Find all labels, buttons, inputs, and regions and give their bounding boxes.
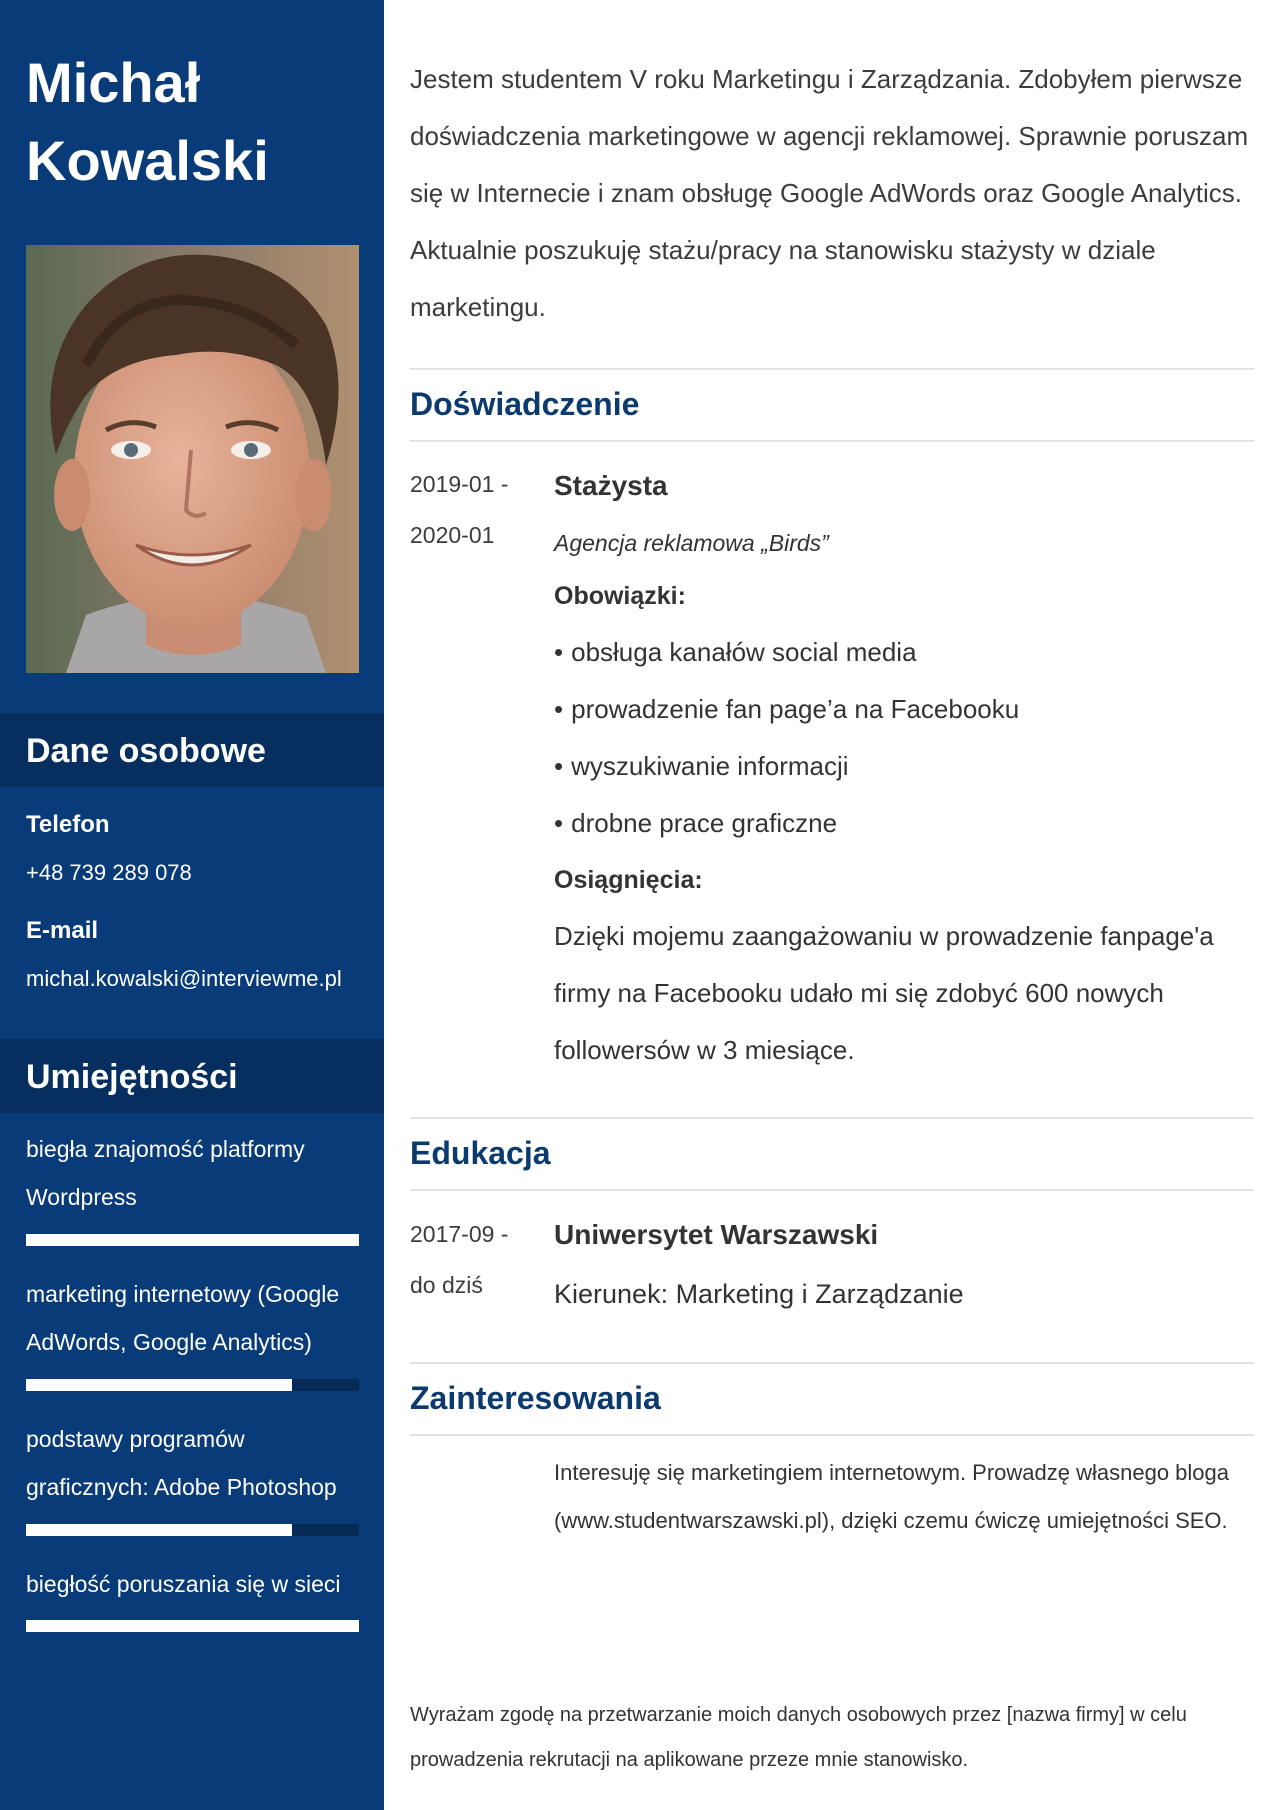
skill-bar bbox=[26, 1524, 359, 1536]
skill-label: marketing internetowy (Google AdWords, Google Analytics) bbox=[26, 1281, 340, 1355]
phone-label: Telefon bbox=[26, 811, 110, 838]
education-date-end: do dziś bbox=[410, 1272, 483, 1298]
field-of-study: Kierunek: Marketing i Zarządzanie bbox=[554, 1279, 964, 1309]
school-name: Uniwersytet Warszawski bbox=[554, 1219, 879, 1250]
skill-bar-fill bbox=[26, 1524, 292, 1536]
email-value[interactable]: michal.kowalski@interviewme.pl bbox=[26, 966, 342, 991]
interests-heading: Zainteresowania bbox=[410, 1380, 661, 1416]
email-label: E-mail bbox=[26, 917, 99, 944]
profile-summary: Jestem studentem V roku Marketingu i Zarządzania. Zdobyłem pierwsze doświadczenia marketingowe w agencji reklamowej. Sprawnie poruszam się w Internecie i znam obsługę Google AdWords oraz Google Analytics. Aktualnie poszukuję stażu/pracy na stanowisku stażysty w dziale marketingu. bbox=[410, 64, 1249, 322]
duties-list bbox=[554, 624, 1019, 852]
list-item: • prowadzenie fan page’a na Facebooku bbox=[554, 681, 1019, 738]
candidate-name bbox=[26, 44, 269, 200]
skill-label: podstawy programów graficznych: Adobe Photoshop bbox=[26, 1426, 337, 1500]
skill-bar-fill bbox=[26, 1620, 359, 1632]
divider bbox=[410, 1434, 1254, 1436]
divider bbox=[410, 440, 1254, 442]
experience-date-start: 2019-01 - bbox=[410, 471, 509, 497]
gdpr-consent: Wyrażam zgodę na przetwarzanie moich danych osobowych przez [nazwa firmy] w celu prowadzenia rekrutacji na aplikowane przeze mnie stanowisko. bbox=[410, 1704, 1187, 1771]
personal-data-header bbox=[0, 713, 384, 787]
education-heading: Edukacja bbox=[410, 1135, 551, 1171]
education-date-start: 2017-09 - bbox=[410, 1221, 509, 1247]
skill-bar bbox=[26, 1620, 359, 1632]
last-name: Kowalski bbox=[26, 129, 269, 192]
company-name: Agencja reklamowa „Birds” bbox=[554, 530, 829, 556]
skill-label: biegła znajomość platformy Wordpress bbox=[26, 1136, 305, 1210]
achievements-text: Dzięki mojemu zaangażowaniu w prowadzenie fanpage'a firmy na Facebooku udało mi się zdobyć 600 nowych followersów w 3 miesiące. bbox=[554, 921, 1214, 1065]
experience-date-end: 2020-01 bbox=[410, 522, 495, 548]
sidebar bbox=[0, 0, 384, 1810]
phone-value: +48 739 289 078 bbox=[26, 860, 192, 885]
skills-title: Umiejętności bbox=[26, 1058, 238, 1096]
list-item: • wyszukiwanie informacji bbox=[554, 738, 1019, 795]
achievements-label: Osiągnięcia: bbox=[554, 866, 703, 894]
list-item: • obsługa kanałów social media bbox=[554, 624, 1019, 681]
profile-photo bbox=[26, 245, 359, 673]
divider bbox=[410, 1189, 1254, 1191]
divider bbox=[410, 1117, 1254, 1119]
skill-bar-fill bbox=[26, 1379, 292, 1391]
personal-data-title: Dane osobowe bbox=[26, 732, 266, 770]
skill-bar-fill bbox=[26, 1234, 359, 1246]
job-title: Stażysta bbox=[554, 470, 668, 501]
skill-bar bbox=[26, 1234, 359, 1246]
skill-label: biegłość poruszania się w sieci bbox=[26, 1571, 341, 1597]
divider bbox=[410, 368, 1254, 370]
skill-bar bbox=[26, 1379, 359, 1391]
duties-label: Obowiązki: bbox=[554, 582, 686, 610]
first-name: Michał bbox=[26, 51, 201, 114]
experience-heading: Doświadczenie bbox=[410, 386, 640, 422]
divider bbox=[410, 1362, 1254, 1364]
interests-text: Interesuję się marketingiem internetowym. Prowadzę własnego bloga (www.studentwarszawski.pl), dzięki czemu ćwiczę umiejętności SEO. bbox=[554, 1460, 1230, 1533]
skills-header bbox=[0, 1039, 384, 1113]
list-item: • drobne prace graficzne bbox=[554, 795, 1019, 852]
